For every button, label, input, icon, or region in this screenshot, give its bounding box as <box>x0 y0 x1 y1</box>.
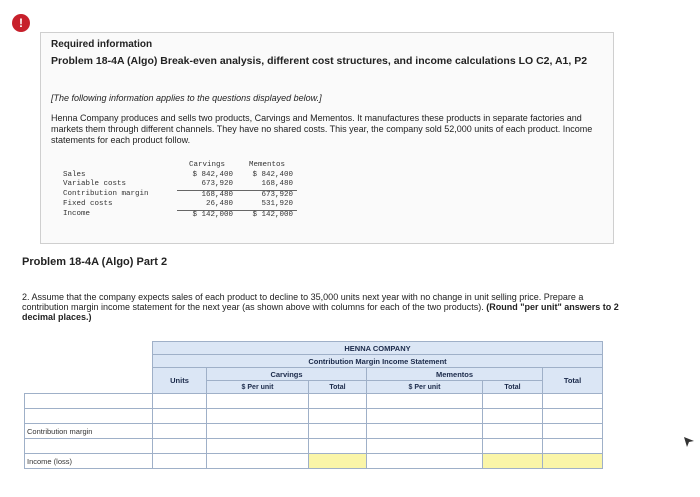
mementos-per-unit-input[interactable] <box>367 394 483 409</box>
mementos-per-unit-input[interactable] <box>367 409 483 424</box>
mementos-total-input[interactable] <box>483 409 543 424</box>
carvings-per-unit-input[interactable] <box>207 424 309 439</box>
units-header: Units <box>153 368 207 394</box>
mementos-per-unit-header: $ Per unit <box>367 381 483 394</box>
carvings-per-unit-header: $ Per unit <box>207 381 309 394</box>
units-input[interactable] <box>153 424 207 439</box>
cell-mementos: 531,920 <box>261 200 293 208</box>
cell-mementos: 168,480 <box>261 180 293 188</box>
carvings-header: Carvings <box>207 368 367 381</box>
mementos-per-unit-input[interactable] <box>367 424 483 439</box>
carvings-per-unit-input[interactable] <box>207 439 309 454</box>
line-item-input[interactable] <box>25 394 153 409</box>
grand-total-input[interactable] <box>543 394 603 409</box>
row-label: Variable costs <box>63 180 127 189</box>
grand-total-header: Total <box>543 368 603 394</box>
row-label: Contribution margin <box>63 190 149 199</box>
company-name: HENNA COMPANY <box>153 342 603 355</box>
mementos-total-input[interactable] <box>483 439 543 454</box>
row-label: Fixed costs <box>63 200 113 209</box>
required-information-panel <box>40 32 614 244</box>
cell-mementos: 673,920 <box>237 190 297 200</box>
grand-total-input[interactable] <box>543 439 603 454</box>
mementos-total-input[interactable] <box>483 394 543 409</box>
units-input[interactable] <box>153 409 207 424</box>
cell-mementos: $ 842,400 <box>252 170 293 179</box>
grand-total-input[interactable] <box>543 409 603 424</box>
col-carvings: Carvings <box>188 161 225 169</box>
problem-title: Problem 18-4A (Algo) Break-even analysis, different cost structures, and income calculations LO C2, A1, P2 <box>51 55 588 67</box>
carvings-per-unit-input[interactable] <box>207 454 309 469</box>
units-input[interactable] <box>153 454 207 469</box>
cell-carvings: 673,920 <box>201 180 233 188</box>
carvings-total-input[interactable] <box>309 439 367 454</box>
required-info-label: Required information <box>51 39 153 50</box>
income-loss-label: Income (loss) <box>25 454 153 469</box>
col-mementos: Mementos <box>248 161 285 169</box>
carvings-income-input[interactable] <box>309 454 367 469</box>
carvings-total-input[interactable] <box>309 424 367 439</box>
carvings-per-unit-input[interactable] <box>207 409 309 424</box>
carvings-per-unit-input[interactable] <box>207 394 309 409</box>
mouse-pointer-icon <box>684 437 694 447</box>
contribution-margin-statement <box>24 341 603 469</box>
line-item-input[interactable] <box>25 409 153 424</box>
mementos-per-unit-input[interactable] <box>367 439 483 454</box>
problem-paragraph: Henna Company produces and sells two products, Carvings and Mementos. It manufactures these products in separate factories and markets them through different channels. They have no shared costs. This year, the company sold 52,000 units of each product. Income statements for each product follow. <box>51 113 593 145</box>
carvings-total-header: Total <box>309 381 367 394</box>
mementos-total-header: Total <box>483 381 543 394</box>
line-item-input[interactable] <box>25 439 153 454</box>
mementos-total-input[interactable] <box>483 424 543 439</box>
question-text <box>22 292 622 322</box>
statement-title: Contribution Margin Income Statement <box>153 355 603 368</box>
row-label: Sales <box>63 170 86 179</box>
cell-mementos: $ 142,000 <box>237 210 297 220</box>
row-label: Income <box>63 210 91 219</box>
question-rounding-note: (Round "per unit" answers to 2 decimal places.) <box>22 302 619 322</box>
mementos-header: Mementos <box>367 368 543 381</box>
income-statement-table <box>59 161 297 220</box>
cell-carvings: 26,480 <box>205 200 233 208</box>
part-title: Problem 18-4A (Algo) Part 2 <box>22 256 168 268</box>
total-income-input[interactable] <box>543 454 603 469</box>
units-input[interactable] <box>153 439 207 454</box>
question-body: 2. Assume that the company expects sales of each product to decline to 35,000 units next year with no change in unit selling price. Prepare a contribution margin income statement for the next year (as shown above with columns for each of the two products). <box>22 292 584 312</box>
grand-total-input[interactable] <box>543 424 603 439</box>
cell-carvings: $ 842,400 <box>192 170 233 179</box>
cell-carvings: 168,480 <box>177 190 237 200</box>
contribution-margin-label: Contribution margin <box>25 424 153 439</box>
carvings-total-input[interactable] <box>309 409 367 424</box>
mementos-income-input[interactable] <box>483 454 543 469</box>
units-input[interactable] <box>153 394 207 409</box>
info-note: [The following information applies to the questions displayed below.] <box>51 93 322 103</box>
cell-carvings: $ 142,000 <box>177 210 237 220</box>
alert-icon: ! <box>12 14 30 32</box>
mementos-per-unit-input[interactable] <box>367 454 483 469</box>
carvings-total-input[interactable] <box>309 394 367 409</box>
